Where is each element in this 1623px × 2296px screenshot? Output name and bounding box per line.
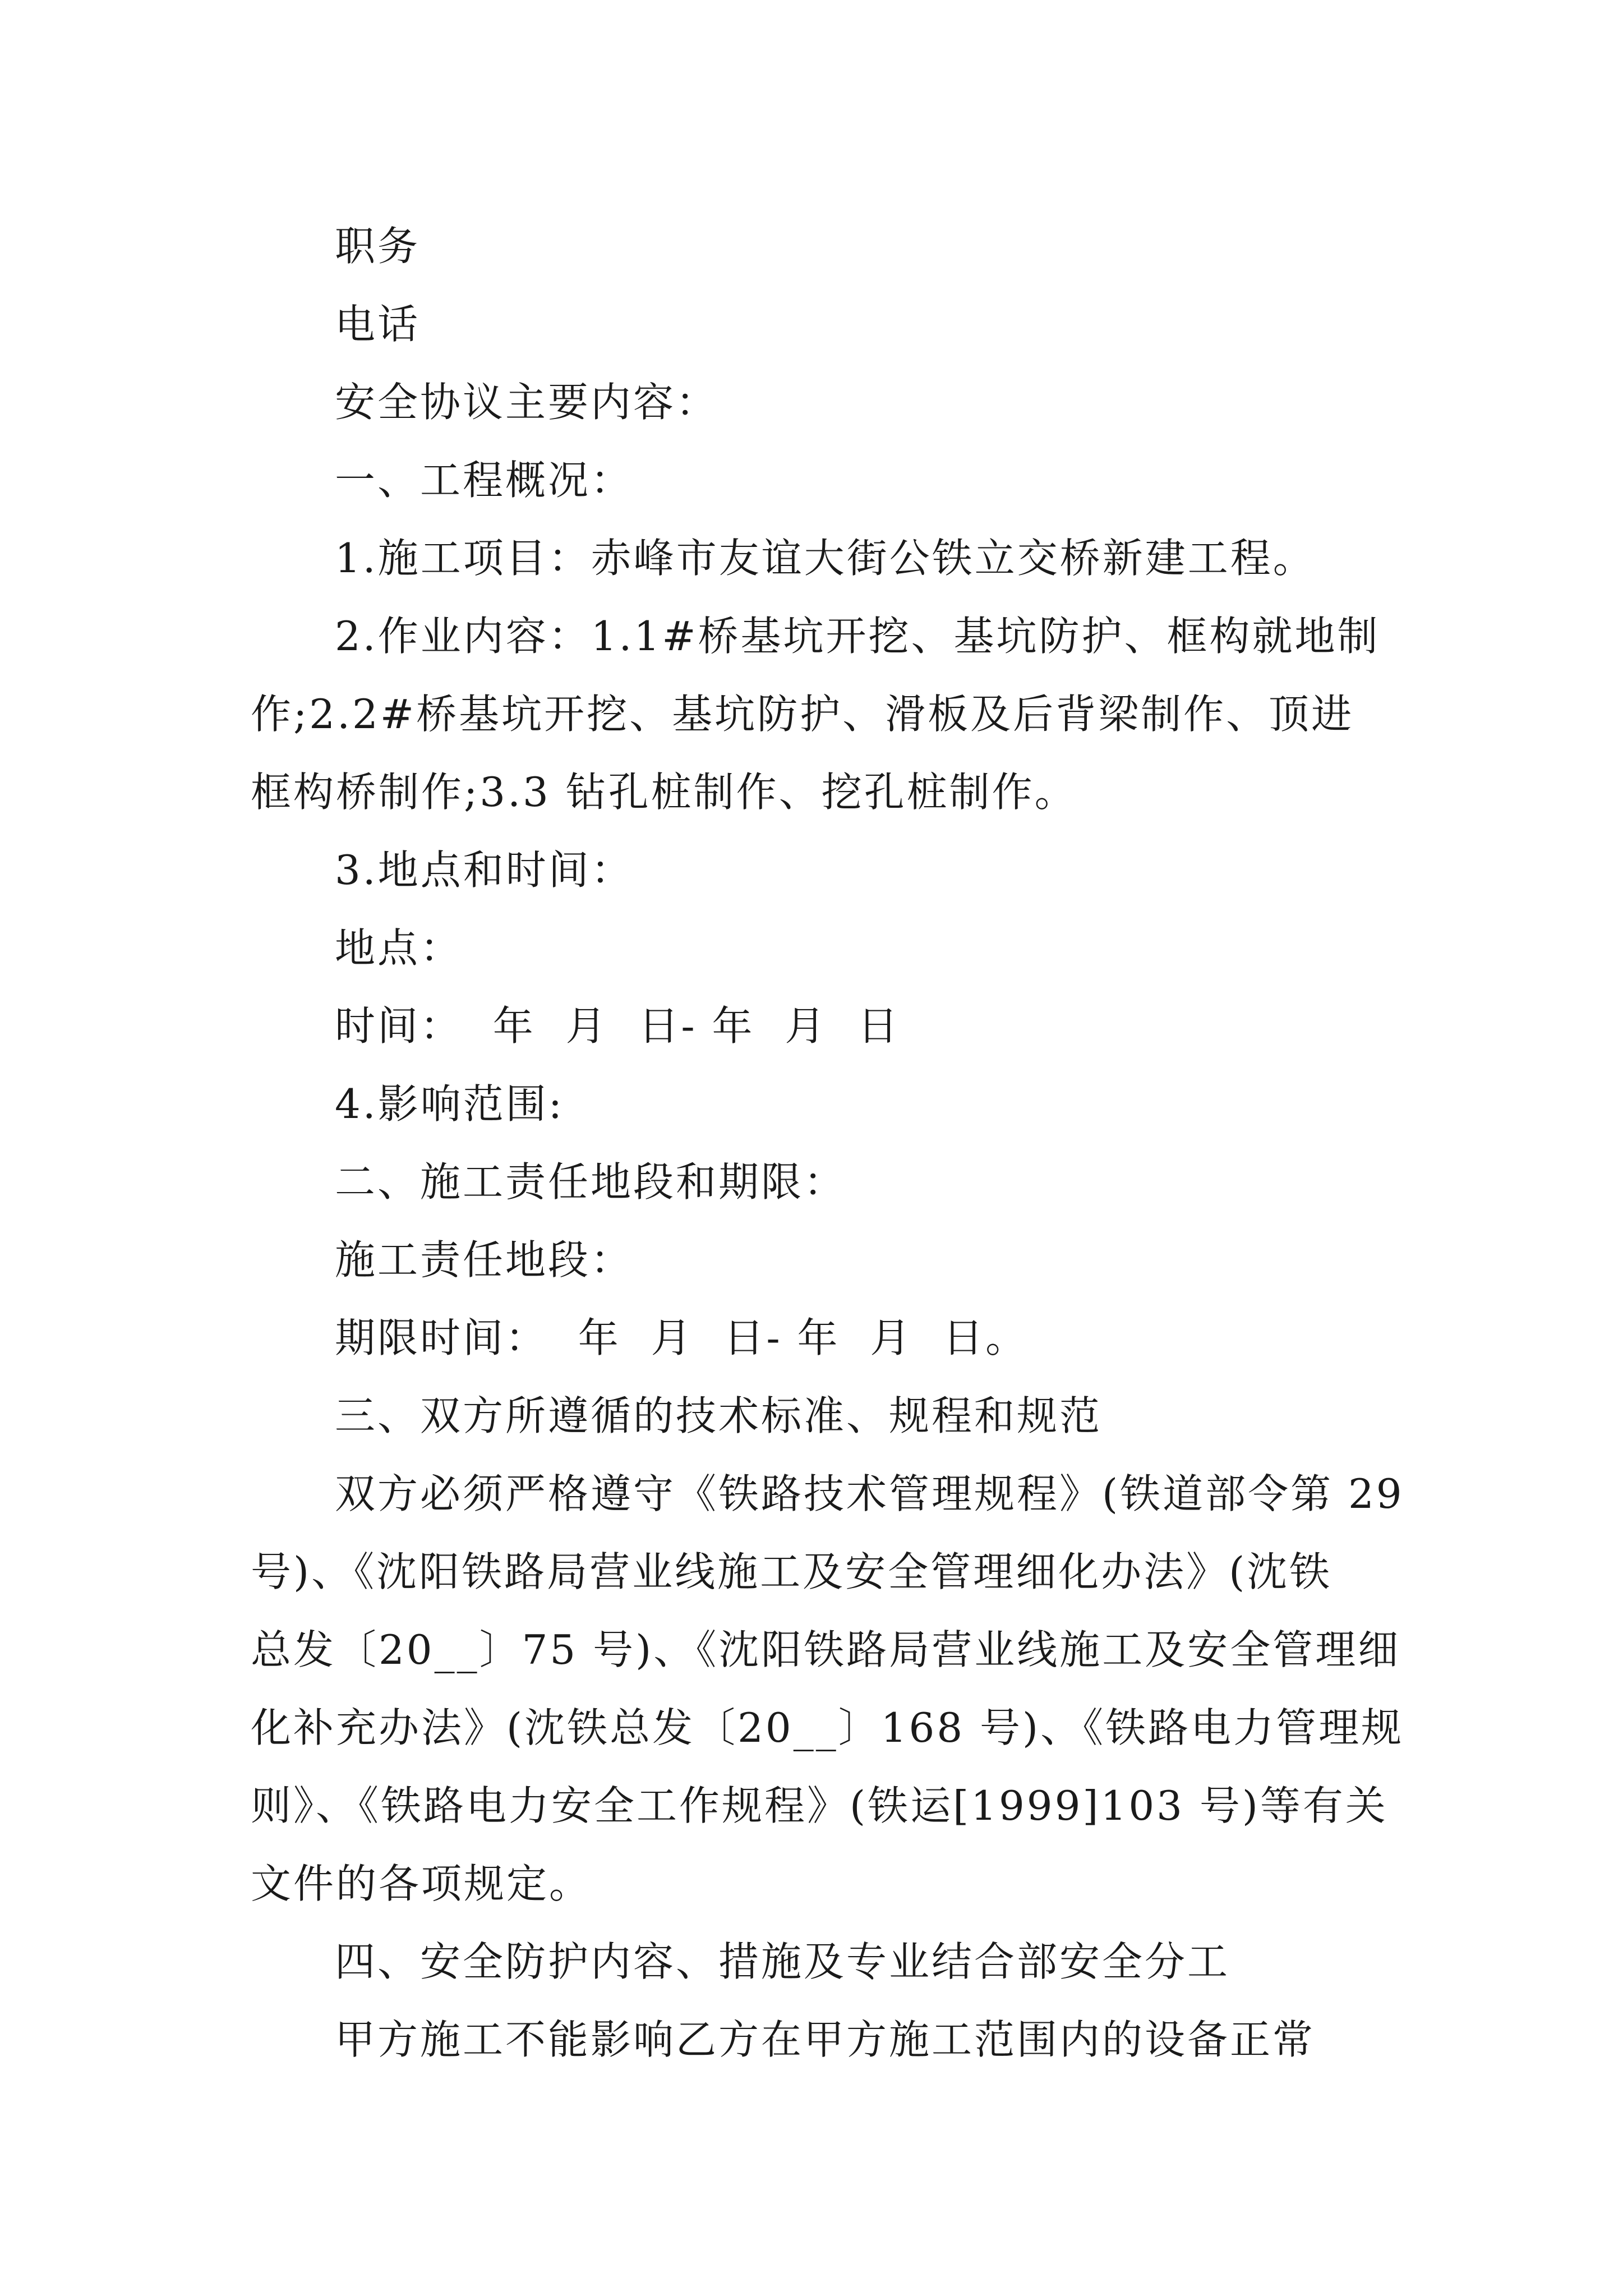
document-page — [251, 208, 1404, 2079]
field-responsibility-section: 施工责任地段： — [335, 1236, 634, 1283]
section-3-text-line-4: 化补充办法》(沈铁总发〔20__〕168 号)、《铁路电力管理规 — [251, 1704, 1404, 1751]
field-deadline: 期限时间： 年 月 日- 年 月 日。 — [335, 1314, 1029, 1361]
section-1-heading: 一、工程概况： — [335, 457, 634, 504]
item-2-line-3: 框构桥制作;3.3 钻孔桩制作、挖孔桩制作。 — [251, 769, 1077, 816]
item-2-line-2: 作;2.2#桥基坑开挖、基坑防护、滑板及后背梁制作、顶进 — [251, 691, 1354, 738]
section-3-heading: 三、双方所遵循的技术标准、规程和规范 — [335, 1392, 1103, 1439]
field-time: 时间： 年 月 日- 年 月 日 — [335, 1002, 901, 1050]
section-4-heading: 四、安全防护内容、措施及专业结合部安全分工 — [335, 1938, 1230, 1985]
section-3-text-line-5: 则》、《铁路电力安全工作规程》(铁运[1999]103 号)等有关 — [251, 1782, 1388, 1829]
field-location: 地点： — [335, 924, 463, 972]
item-1-project: 1.施工项目：赤峰市友谊大街公铁立交桥新建工程。 — [335, 535, 1316, 582]
item-2-line-1: 2.作业内容：1.1#桥基坑开挖、基坑防护、框构就地制 — [335, 613, 1380, 660]
section-3-text-line-1: 双方必须严格遵守《铁路技术管理规程》(铁道部令第 29 — [335, 1470, 1404, 1517]
section-4-text-line-1: 甲方施工不能影响乙方在甲方施工范围内的设备正常 — [335, 2016, 1316, 2063]
section-2-heading: 二、施工责任地段和期限： — [335, 1158, 847, 1205]
agreement-heading: 安全协议主要内容： — [335, 379, 719, 426]
section-3-text-line-2: 号)、《沈阳铁路局营业线施工及安全管理细化办法》(沈铁 — [251, 1548, 1332, 1595]
section-3-text-line-3: 总发〔20__〕75 号)、《沈阳铁路局营业线施工及安全管理细 — [251, 1626, 1401, 1673]
item-4-scope: 4.影响范围: — [335, 1080, 564, 1128]
field-position: 职务 — [335, 223, 421, 270]
item-3-place-time: 3.地点和时间： — [335, 846, 634, 894]
section-3-text-line-6: 文件的各项规定。 — [251, 1860, 592, 1907]
field-phone: 电话 — [335, 301, 421, 348]
